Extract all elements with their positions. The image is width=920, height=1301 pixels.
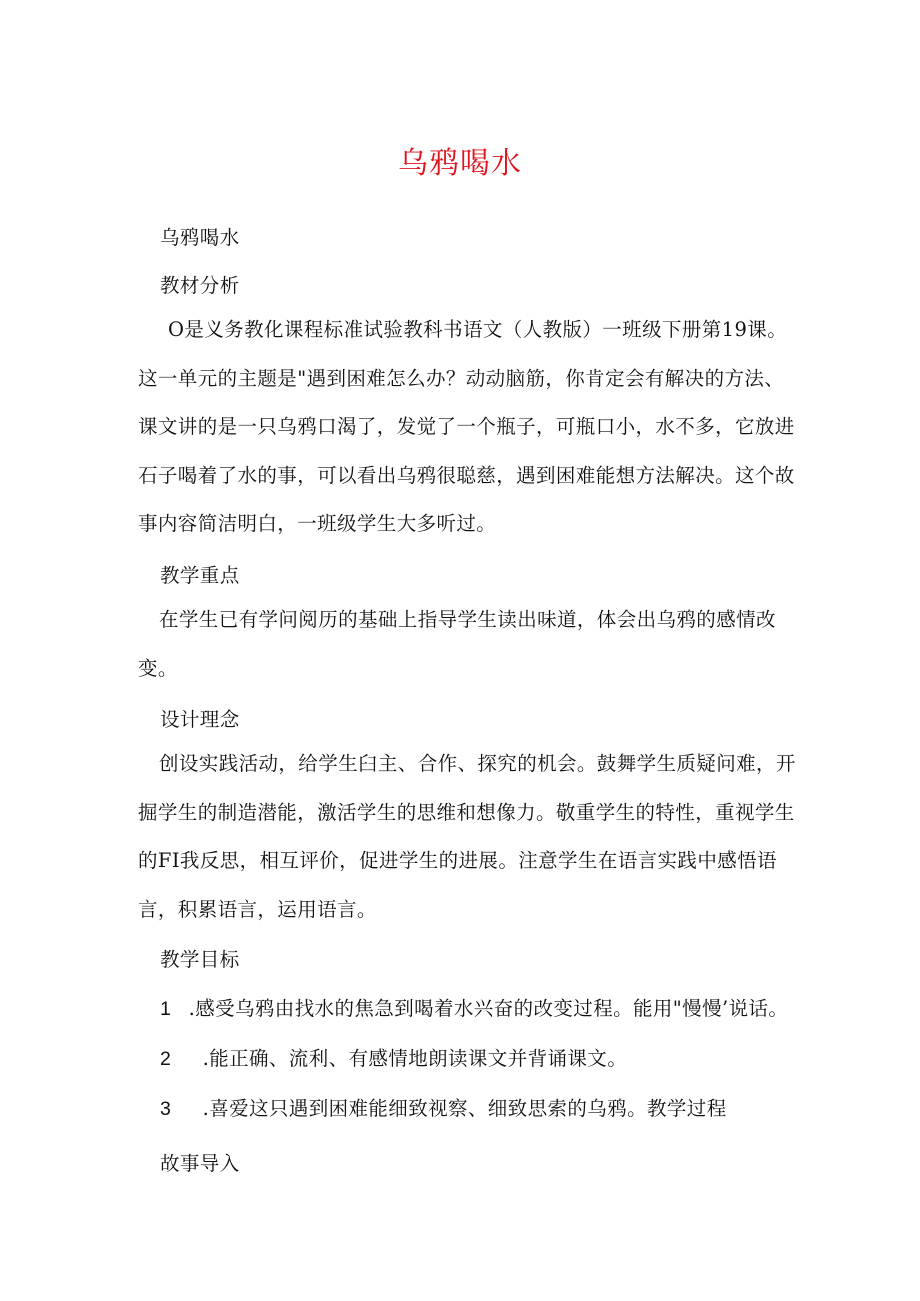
goal-item-1	[160, 993, 788, 1021]
concept-paragraph: 创设实践活动，给学生臼主、合作、探究的机会。鼓舞学生质疑问难，开掘学生的制造潜能，激活学生的思维和想像力。敬重学生的特性，重视学生的FI我反思，相互评价，促进学生的进展。注意学生在语言实践中感悟语言，积累语言，运用语言。	[138, 752, 796, 921]
heading-title-repeat: 乌鸦喝水	[160, 226, 240, 249]
goal-text: .喜爱这只遇到困难能细致视察、细致思索的乌鸦。教学过程	[202, 1097, 727, 1120]
heading-teaching-focus: 教学重点	[160, 564, 240, 587]
focus-paragraph: 在学生已有学问阅历的基础上指导学生读出味道，体会出乌鸦的感情改变。	[138, 608, 776, 680]
goal-item-2	[160, 1043, 627, 1071]
goal-number: 1	[160, 998, 172, 1020]
goal-item-3	[160, 1093, 727, 1121]
goal-number: 3	[160, 1098, 172, 1120]
goal-number: 2	[160, 1048, 172, 1070]
goal-text: .能正确、流利、有感情地朗读课文并背诵课文。	[202, 1047, 628, 1070]
goal-text: .感受乌鸦由找水的焦急到喝着水兴奋的改变过程。能用"慢慢’说话。	[188, 997, 789, 1020]
heading-teaching-goals: 教学目标	[160, 948, 240, 971]
analysis-paragraph: O是义务教化课程标准试验教科书语文（人教版）一班级下册第19课。这一单元的主题是"遇到困难怎么办？动动脑筋，你肯定会有解决的方法、课文讲的是一只乌鸦口渴了，发觉了一个瓶子，可瓶口小，水不多，它放进石子喝着了水的事，可以看出乌鸦很聪慈，遇到困难能想方法解决。这个故事内容简洁明白，一班级学生大多听过。	[138, 318, 795, 535]
document-title: 乌鸦喝水	[398, 146, 522, 181]
heading-textbook-analysis: 教材分析	[160, 274, 240, 297]
heading-story-intro: 故事导入	[160, 1152, 240, 1175]
heading-design-concept: 设计理念	[160, 708, 240, 731]
